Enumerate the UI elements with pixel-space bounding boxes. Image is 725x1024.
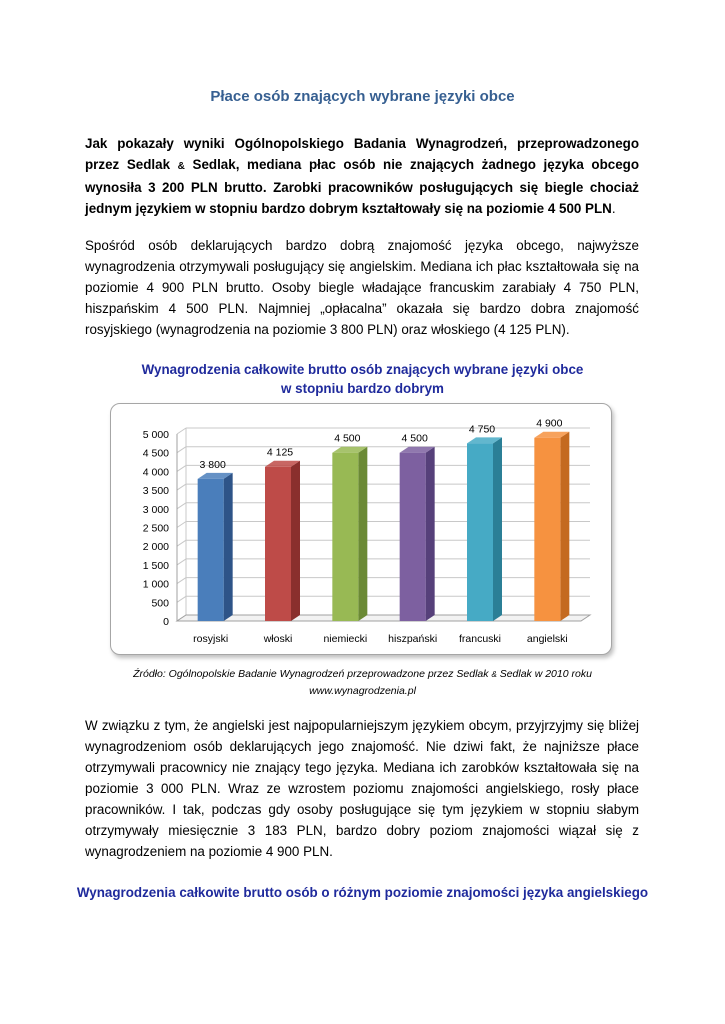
gridline-diagonal bbox=[177, 484, 186, 490]
gridline-diagonal bbox=[177, 447, 186, 453]
bar-włoski bbox=[265, 467, 291, 621]
gridline-diagonal bbox=[177, 522, 186, 528]
data-label: 3 800 bbox=[199, 458, 226, 471]
chart-title-line-2: w stopniu bardzo dobrym bbox=[281, 381, 444, 396]
bar-side-włoski bbox=[291, 461, 300, 621]
gridline-diagonal bbox=[177, 596, 186, 602]
bar-chart bbox=[111, 404, 611, 654]
gridline-diagonal bbox=[177, 428, 186, 434]
y-tick-label: 2 500 bbox=[142, 522, 169, 535]
x-tick-label: francuski bbox=[458, 633, 502, 645]
bar-rosyjski bbox=[198, 479, 224, 621]
intro-paragraph bbox=[85, 133, 639, 219]
bar-side-angielski bbox=[560, 432, 569, 621]
intro-text-b: Sedlak, mediana płac osób nie znających żadnego języka obcego wynosiła 3 200 PLN brutto. Zarobki pracowników posługujących się biegle chociaż jednym językiem w stopniu bardzo dobrym kształtowały się na poziomie 4 500 PLN bbox=[85, 157, 640, 216]
source-url: www.wynagrodzenia.pl bbox=[309, 685, 416, 697]
chart2-title: Wynagrodzenia całkowite brutto osób o różnym poziomie znajomości języka angielskiego bbox=[76, 885, 649, 900]
source-line-1 bbox=[0, 666, 725, 683]
data-label: 4 900 bbox=[536, 417, 563, 430]
source-text-b: Sedlak w 2010 roku bbox=[496, 668, 592, 680]
gridline-diagonal bbox=[177, 503, 186, 509]
chart-floor bbox=[177, 615, 590, 621]
data-label: 4 500 bbox=[401, 432, 428, 445]
gridline-diagonal bbox=[177, 578, 186, 584]
data-label: 4 125 bbox=[266, 446, 294, 459]
page-title: Płace osób znających wybrane języki obce bbox=[210, 88, 515, 105]
y-tick-label: 500 bbox=[151, 597, 169, 610]
y-tick-label: 5 000 bbox=[142, 429, 169, 441]
y-tick-label: 3 000 bbox=[142, 503, 169, 516]
bar-side-niemiecki bbox=[358, 447, 367, 621]
y-tick-label: 1 500 bbox=[142, 559, 169, 572]
bar-francuski bbox=[467, 443, 493, 621]
data-label: 4 750 bbox=[468, 423, 496, 436]
english-paragraph: W związku z tym, że angielski jest najpopularniejszym językiem obcym, przyjrzyjmy się bliżej wynagrodzeniom osób deklarujących jego znajomość. Nie dziwi fakt, że najniższe płace otrzymywali pracownicy nie znający tego języka. Mediana ich zarobków kształtowała się na poziomie 3 000 PLN. Wraz ze wzrostem poziomu znajomości angielskiego, rosły płace pracowników. I tak, podczas gdy osoby posługujące się tym językiem w stopniu słabym otrzymywały miesięcznie 3 183 PLN, bardzo dobry poziom znajomości wiązał się z wynagrodzeniem na poziomie 4 900 PLN. bbox=[85, 718, 639, 859]
data-label: 4 500 bbox=[334, 432, 361, 445]
chart-title-line-1: Wynagrodzenia całkowite brutto osób znających wybrane języki obce bbox=[141, 362, 584, 377]
source-ampersand: & bbox=[491, 670, 497, 679]
x-tick-label: niemiecki bbox=[323, 633, 368, 645]
gridline-diagonal bbox=[177, 465, 186, 471]
source-text-a: Źródło: Ogólnopolskie Badanie Wynagrodzeń przeprowadzone przez Sedlak bbox=[133, 668, 492, 680]
bar-side-hiszpański bbox=[426, 447, 435, 621]
y-tick-label: 0 bbox=[163, 616, 169, 628]
chart-frame bbox=[110, 403, 612, 655]
bar-side-francuski bbox=[493, 437, 502, 621]
intro-ampersand: & bbox=[177, 161, 185, 172]
x-tick-label: włoski bbox=[263, 633, 293, 645]
intro-period: . bbox=[611, 201, 616, 216]
y-tick-label: 3 500 bbox=[142, 485, 169, 498]
x-tick-label: angielski bbox=[526, 633, 568, 645]
bar-hiszpański bbox=[400, 453, 426, 621]
bar-side-rosyjski bbox=[224, 473, 233, 621]
bar-niemiecki bbox=[332, 453, 358, 621]
y-tick-label: 4 000 bbox=[142, 466, 169, 479]
intro-text-a: Jak pokazały wyniki Ogólnopolskiego Badania Wynagrodzeń, przeprowadzonego przez Sedlak bbox=[85, 136, 639, 172]
y-tick-label: 4 500 bbox=[142, 447, 169, 460]
gridline-diagonal bbox=[177, 559, 186, 565]
x-tick-label: rosyjski bbox=[193, 633, 229, 645]
gridline-diagonal bbox=[177, 540, 186, 546]
y-tick-label: 1 000 bbox=[142, 578, 169, 591]
bar-angielski bbox=[534, 438, 560, 621]
x-tick-label: hiszpański bbox=[388, 633, 438, 645]
languages-paragraph: Spośród osób deklarujących bardzo dobrą znajomość języka obcego, najwyższe wynagrodzenia otrzymywali posługujący się angielskim. Mediana ich płac kształtowała się na poziomie 4 900 PLN brutto. Osoby biegle władające francuskim zarabiały 4 750 PLN, hiszpańskim 4 500 PLN. Najmniej „opłacalna” okazała się bardzo dobra znajomość rosyjskiego (wynagrodzenia na poziomie 3 800 PLN) oraz włoskiego (4 125 PLN). bbox=[85, 238, 639, 337]
y-tick-label: 2 000 bbox=[142, 541, 169, 554]
